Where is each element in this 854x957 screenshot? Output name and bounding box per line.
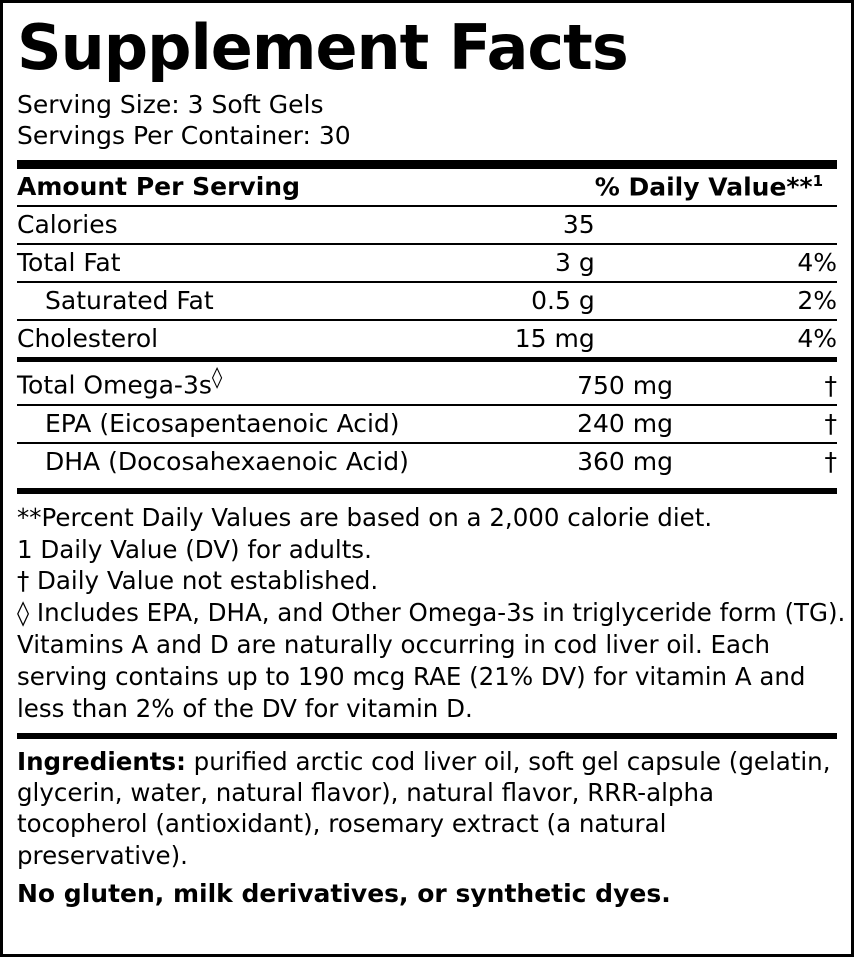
table-row <box>17 206 837 244</box>
ingredients-label: Ingredients: <box>17 746 186 776</box>
diamond-footnote-marker: ◊ <box>211 365 223 390</box>
footnote-dv-adults: 1 Daily Value (DV) for adults. <box>17 534 372 564</box>
row-dv: † <box>824 446 837 476</box>
row-label: Total Fat <box>17 244 405 282</box>
divider-thick-top <box>17 160 837 169</box>
row-dv: † <box>673 362 837 404</box>
daily-value-footnote-marker: 1 <box>812 172 823 190</box>
row-label: Calories <box>17 206 405 244</box>
footnote-dagger: † Daily Value not established. <box>17 566 379 596</box>
table-row <box>17 443 837 480</box>
row-dv: 2% <box>595 282 837 320</box>
footnote-vitamins: Vitamins A and D are naturally occurring in cod liver oil. Each serving contains up to 190 mcg RAE (21% DV) for vitamin A and less than 2% of the DV for vitamin D. <box>17 630 806 723</box>
amount-per-serving-header: Amount Per Serving <box>17 169 405 206</box>
servings-per-container: Servings Per Container: 30 <box>17 121 351 150</box>
table-row <box>17 405 837 443</box>
ingredients-text: purified arctic cod liver oil, soft gel capsule (gelatin, glycerin, water, natural flavor), natural flavor, RRR-alpha tocopherol (antioxidant), rosemary extract (a natural preservative). <box>17 746 831 870</box>
omega-table <box>17 362 837 479</box>
row-amount: 3 g <box>405 244 595 282</box>
row-dv: 4% <box>595 244 837 282</box>
footnote-percent-dv: **Percent Daily Values are based on a 2,000 calorie diet. <box>17 502 713 532</box>
table-row <box>17 320 837 357</box>
row-dv: 4% <box>797 324 837 354</box>
table-row <box>17 244 837 282</box>
nutrition-table <box>17 169 837 357</box>
footnotes <box>17 494 846 725</box>
row-label: DHA (Docosahexaenoic Acid) <box>45 446 409 476</box>
serving-size: Serving Size: 3 Soft Gels <box>17 90 324 119</box>
amount-column-spacer <box>405 169 595 206</box>
row-amount: 0.5 g <box>405 282 595 320</box>
row-amount: 360 mg <box>577 446 673 476</box>
page-title: Supplement Facts <box>17 11 628 84</box>
footnote-diamond: ◊ Includes EPA, DHA, and Other Omega-3s in triglyceride form (TG). <box>17 598 846 628</box>
table-header-row <box>17 169 837 206</box>
table-row <box>17 282 837 320</box>
row-label: Saturated Fat <box>17 282 405 320</box>
row-label: Cholesterol <box>17 324 159 354</box>
row-dv <box>595 206 837 244</box>
row-amount: 240 mg <box>443 405 673 443</box>
row-amount: 35 <box>405 206 595 244</box>
daily-value-header: % Daily Value**$^1$ <box>595 169 837 206</box>
row-dv: † <box>673 405 837 443</box>
row-amount: 750 mg <box>443 362 673 404</box>
allergen-claim: No gluten, milk derivatives, or synthetic dyes. <box>17 879 671 908</box>
table-row <box>17 362 837 404</box>
row-amount: 15 mg <box>514 324 595 354</box>
ingredients-section <box>17 739 837 871</box>
row-label: Total Omega-3s◊ <box>17 362 443 404</box>
row-label: EPA (Eicosapentaenoic Acid) <box>17 405 443 443</box>
